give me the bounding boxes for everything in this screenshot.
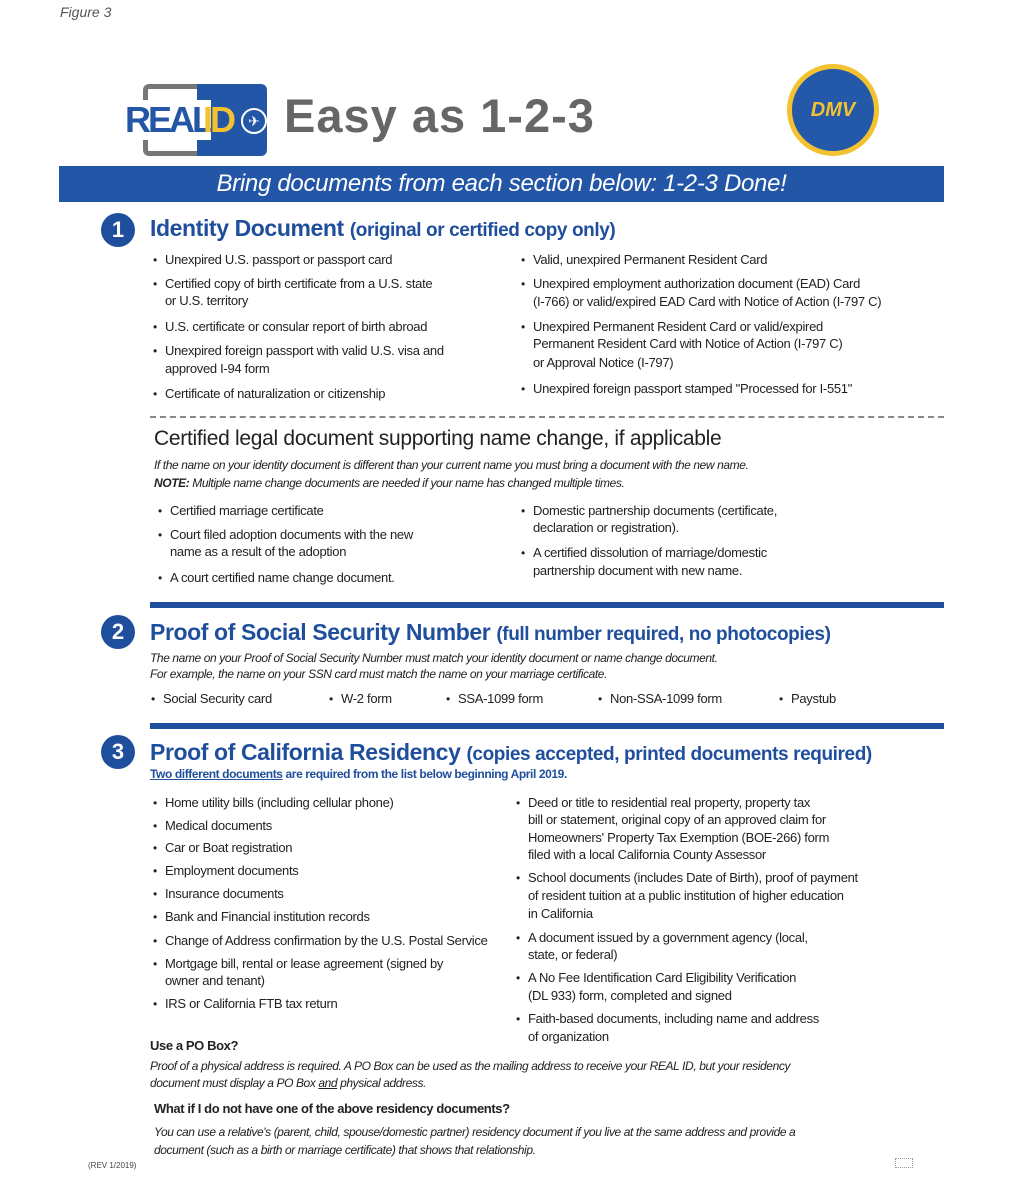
list-item-cont: (I-766) or valid/expired EAD Card with Notice of Action (I-797 C) [533, 294, 882, 309]
residency-requirement [150, 767, 567, 781]
list-item: • A court certified name change document. [170, 569, 395, 587]
list-item: • School documents (includes Date of Birth), proof of payment [528, 869, 858, 887]
ssn-note: The name on your Proof of Social Security Number must match your identity document or name change document. [150, 651, 718, 665]
po-text-underlined: and [318, 1076, 338, 1090]
real-id-logo [125, 84, 270, 156]
list-item-cont: Permanent Resident Card with Notice of Action (I-797 C) [533, 336, 843, 351]
requirement-link[interactable]: Two different documents [150, 767, 283, 781]
list-item-cont: approved I-94 form [165, 361, 270, 376]
list-item: • SSA-1099 form [458, 690, 543, 708]
name-change-note: If the name on your identity document is different than your current name you must bring a document with the new name. [154, 458, 749, 472]
list-item-cont: filed with a local California County Assessor [528, 847, 766, 862]
list-item: • Certified marriage certificate [170, 502, 324, 520]
po-text: document must display a PO Box [150, 1076, 319, 1090]
list-item: • Faith-based documents, including name and address [528, 1010, 819, 1028]
note-label: NOTE: [154, 476, 190, 490]
list-item: • IRS or California FTB tax return [165, 995, 337, 1013]
step-1-badge: 1 [101, 213, 135, 247]
name-change-note-2 [154, 476, 624, 490]
list-item: • Car or Boat registration [165, 839, 292, 857]
list-item: • Non-SSA-1099 form [610, 690, 722, 708]
what-if-heading: What if I do not have one of the above residency documents? [154, 1101, 510, 1116]
list-item-cont: bill or statement, original copy of an approved claim for [528, 812, 826, 827]
requirement-text: are required from the list below beginning April 2019. [282, 767, 567, 781]
logo-id-text: ID [203, 99, 233, 140]
list-item: • Mortgage bill, rental or lease agreement (signed by [165, 955, 443, 973]
list-item: • Employment documents [165, 862, 298, 880]
list-item: • Court filed adoption documents with the new [170, 526, 413, 544]
section-divider [150, 602, 944, 608]
ssn-note-2: For example, the name on your SSN card must match the name on your marriage certificate. [150, 667, 608, 681]
po-text: physical address. [337, 1076, 427, 1090]
list-item: • Unexpired foreign passport with valid U.S. visa and [165, 342, 444, 360]
revision-label: (REV 1/2019) [88, 1161, 137, 1170]
list-item: • A certified dissolution of marriage/domestic [533, 544, 767, 562]
list-item: • Unexpired foreign passport stamped "Processed for I-551" [533, 380, 852, 398]
po-box-text-2 [150, 1076, 426, 1090]
list-item: • Deed or title to residential real property, property tax [528, 794, 810, 812]
po-box-text: Proof of a physical address is required. A PO Box can be used as the mailing address to receive your REAL ID, but your residency [150, 1059, 791, 1073]
note-text: Multiple name change documents are needed if your name has changed multiple times. [189, 476, 625, 490]
list-item-cont: partnership document with new name. [533, 563, 743, 578]
list-item: • U.S. certificate or consular report of birth abroad [165, 318, 427, 336]
section-divider [150, 723, 944, 729]
section2-heading [150, 619, 831, 646]
list-item-cont: (DL 933) form, completed and signed [528, 988, 732, 1003]
list-item-cont: owner and tenant) [165, 973, 265, 988]
list-item: • Domestic partnership documents (certificate, [533, 502, 777, 520]
list-item-cont: of resident tuition at a public institution of higher education [528, 888, 844, 903]
list-item: • A No Fee Identification Card Eligibility Verification [528, 969, 796, 987]
list-item: • Unexpired employment authorization document (EAD) Card [533, 275, 860, 293]
banner: Bring documents from each section below: 1-2-3 Done! [59, 166, 944, 202]
dmv-seal [787, 64, 879, 156]
list-item-cont: or Approval Notice (I-797) [533, 355, 674, 370]
list-item-cont: or U.S. territory [165, 293, 249, 308]
what-if-text-2: document (such as a birth or marriage certificate) that shows that relationship. [154, 1143, 536, 1157]
section3-subtitle: (copies accepted, printed documents required) [466, 744, 872, 765]
list-item: • Change of Address confirmation by the U.S. Postal Service [165, 932, 488, 950]
po-box-heading: Use a PO Box? [150, 1038, 238, 1053]
list-item: • Paystub [791, 690, 836, 708]
section2-title: Proof of Social Security Number [150, 619, 491, 645]
list-item: • Certified copy of birth certificate from a U.S. state [165, 275, 432, 293]
section1-title: Identity Document [150, 215, 344, 241]
dashed-divider [150, 416, 944, 418]
section1-heading [150, 215, 615, 242]
list-item: • Insurance documents [165, 885, 284, 903]
plane-icon: ✈ [241, 108, 267, 134]
list-item: • Unexpired U.S. passport or passport card [165, 251, 392, 269]
recycle-mark-icon [895, 1158, 913, 1168]
step-3-badge: 3 [101, 735, 135, 769]
list-item-cont: of organization [528, 1029, 609, 1044]
figure-label: Figure 3 [60, 4, 112, 20]
list-item-cont: declaration or registration). [533, 520, 679, 535]
list-item: • Bank and Financial institution records [165, 908, 370, 926]
page-title: Easy as 1-2-3 [284, 89, 595, 142]
list-item: • A document issued by a government agency (local, [528, 929, 808, 947]
section3-heading [150, 739, 872, 766]
list-item-cont: name as a result of the adoption [170, 544, 347, 559]
seal-text: DMV [810, 98, 856, 121]
list-item-cont: state, or federal) [528, 947, 618, 962]
list-item: • Medical documents [165, 817, 272, 835]
section2-subtitle: (full number required, no photocopies) [496, 624, 831, 645]
list-item: • W-2 form [341, 690, 392, 708]
list-item-cont: in California [528, 906, 593, 921]
list-item: • Social Security card [163, 690, 272, 708]
list-item: • Home utility bills (including cellular phone) [165, 794, 394, 812]
list-item: • Valid, unexpired Permanent Resident Card [533, 251, 767, 269]
list-item: • Certificate of naturalization or citizenship [165, 385, 385, 403]
list-item: • Unexpired Permanent Resident Card or valid/expired [533, 318, 823, 336]
section1-subtitle: (original or certified copy only) [349, 220, 616, 241]
what-if-text: You can use a relative's (parent, child, spouse/domestic partner) residency document if you live at the same address and provide a [154, 1125, 796, 1139]
section3-title: Proof of California Residency [150, 739, 461, 765]
name-change-heading: Certified legal document supporting name change, if applicable [154, 427, 722, 450]
step-2-badge: 2 [101, 615, 135, 649]
list-item-cont: Homeowners' Property Tax Exemption (BOE-266) form [528, 830, 830, 845]
logo-real-text: REAL [125, 99, 211, 140]
